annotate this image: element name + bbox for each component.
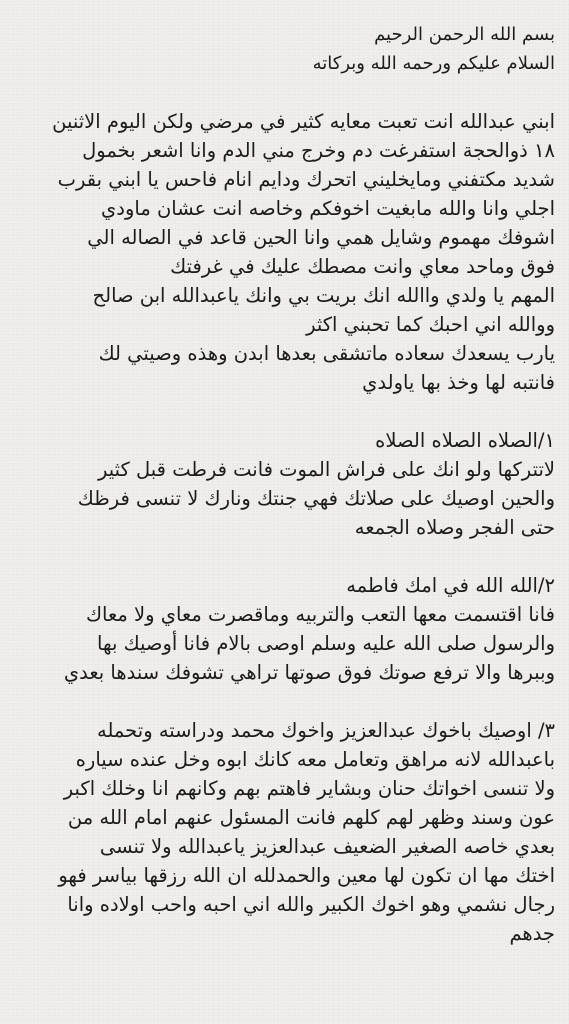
intro-line: فانتبه لها وخذ بها ياولدي <box>362 371 555 394</box>
intro-line: يارب يسعدك سعاده ماتشقى بعدها ابدن وهذه وصيتي لك <box>98 342 555 365</box>
paragraph-gap <box>10 542 555 571</box>
section-line: باعبدالله لانه مراهق وتعامل معه كانك ابوه وخل عنده سياره <box>75 748 555 771</box>
section-line: اختك مها ان تكون لها معين والحمدلله ان الله رزقها بياسر فهو <box>58 864 555 887</box>
intro-line: فوق وماحد معاي وانت مصطك عليك في غرفتك <box>170 255 555 278</box>
intro-line: شديد مكتفني ومايخليني اتحرك ودايم انام فاحس يا ابني بقرب <box>57 168 555 191</box>
intro-line: ابني عبدالله انت تعبت معايه كثير في مرضي ولكن اليوم الاثنين <box>52 110 555 133</box>
salam-greeting: السلام عليكم ورحمه الله وبركاته <box>312 53 555 74</box>
basmala: بسم الله الرحمن الرحيم <box>374 24 555 45</box>
paragraph-gap <box>10 78 555 107</box>
section-line: حتى الفجر وصلاه الجمعه <box>354 516 555 539</box>
section-heading-prayer: ١/الصلاه الصلاه الصلاه <box>375 429 555 452</box>
section-line: فانا اقتسمت معها التعب والتربيه وماقصرت معاي ولا معاك <box>85 603 555 626</box>
intro-line: ووالله اني احبك كما تحبني اكثر <box>306 313 555 336</box>
intro-line: اشوفك مهموم وشايل همي وانا الحين قاعد في الصاله الي <box>87 226 555 249</box>
section-line: ولا تنسى اخواتك حنان وبشاير فاهتم بهم وكانهم انا وخلك اكبر <box>63 777 555 800</box>
paragraph-gap <box>10 397 555 426</box>
section-line: ٣/ اوصيك باخوك عبدالعزيز واخوك محمد ودراسته وتحمله <box>97 719 555 742</box>
section-line: عون وسند وظهر لهم كلهم فانت المسئول عنهم امام الله من <box>67 806 555 829</box>
intro-line: اجلي وانا والله مابغيت اخوفكم وخاصه انت عشان ماودي <box>101 197 555 220</box>
section-line: والحين اوصيك على صلاتك فهي جنتك ونارك لا تنسى فرظك <box>77 487 555 510</box>
section-line: وببرها والا ترفع صوتك فوق صوتها تراهي تشوفك سندها بعدي <box>63 661 555 684</box>
section-heading-mother: ٢/الله الله في امك فاطمه <box>346 574 555 597</box>
section-line: لاتتركها ولو انك على فراش الموت فانت فرطت قبل كثير <box>98 458 555 481</box>
section-line: بعدي خاصه الصغير الضعيف عبدالعزيز ياعبدالله ولا تنسى <box>99 835 555 858</box>
paragraph-gap <box>10 687 555 716</box>
section-line: رجال نشمي وهو اخوك الكبير والله اني احبه واحب اولاده وانا <box>67 893 555 916</box>
intro-line: ١٨ ذوالحجة استفرغت دم وخرج مني الدم وانا اشعر بخمول <box>82 139 555 162</box>
intro-line: المهم يا ولدي واالله انك بريت بي وانك ياعبدالله ابن صالح <box>92 284 555 307</box>
section-line: والرسول صلى الله عليه وسلم اوصى بالام فانا أوصيك بها <box>97 632 555 655</box>
section-line: جدهم <box>509 922 555 945</box>
